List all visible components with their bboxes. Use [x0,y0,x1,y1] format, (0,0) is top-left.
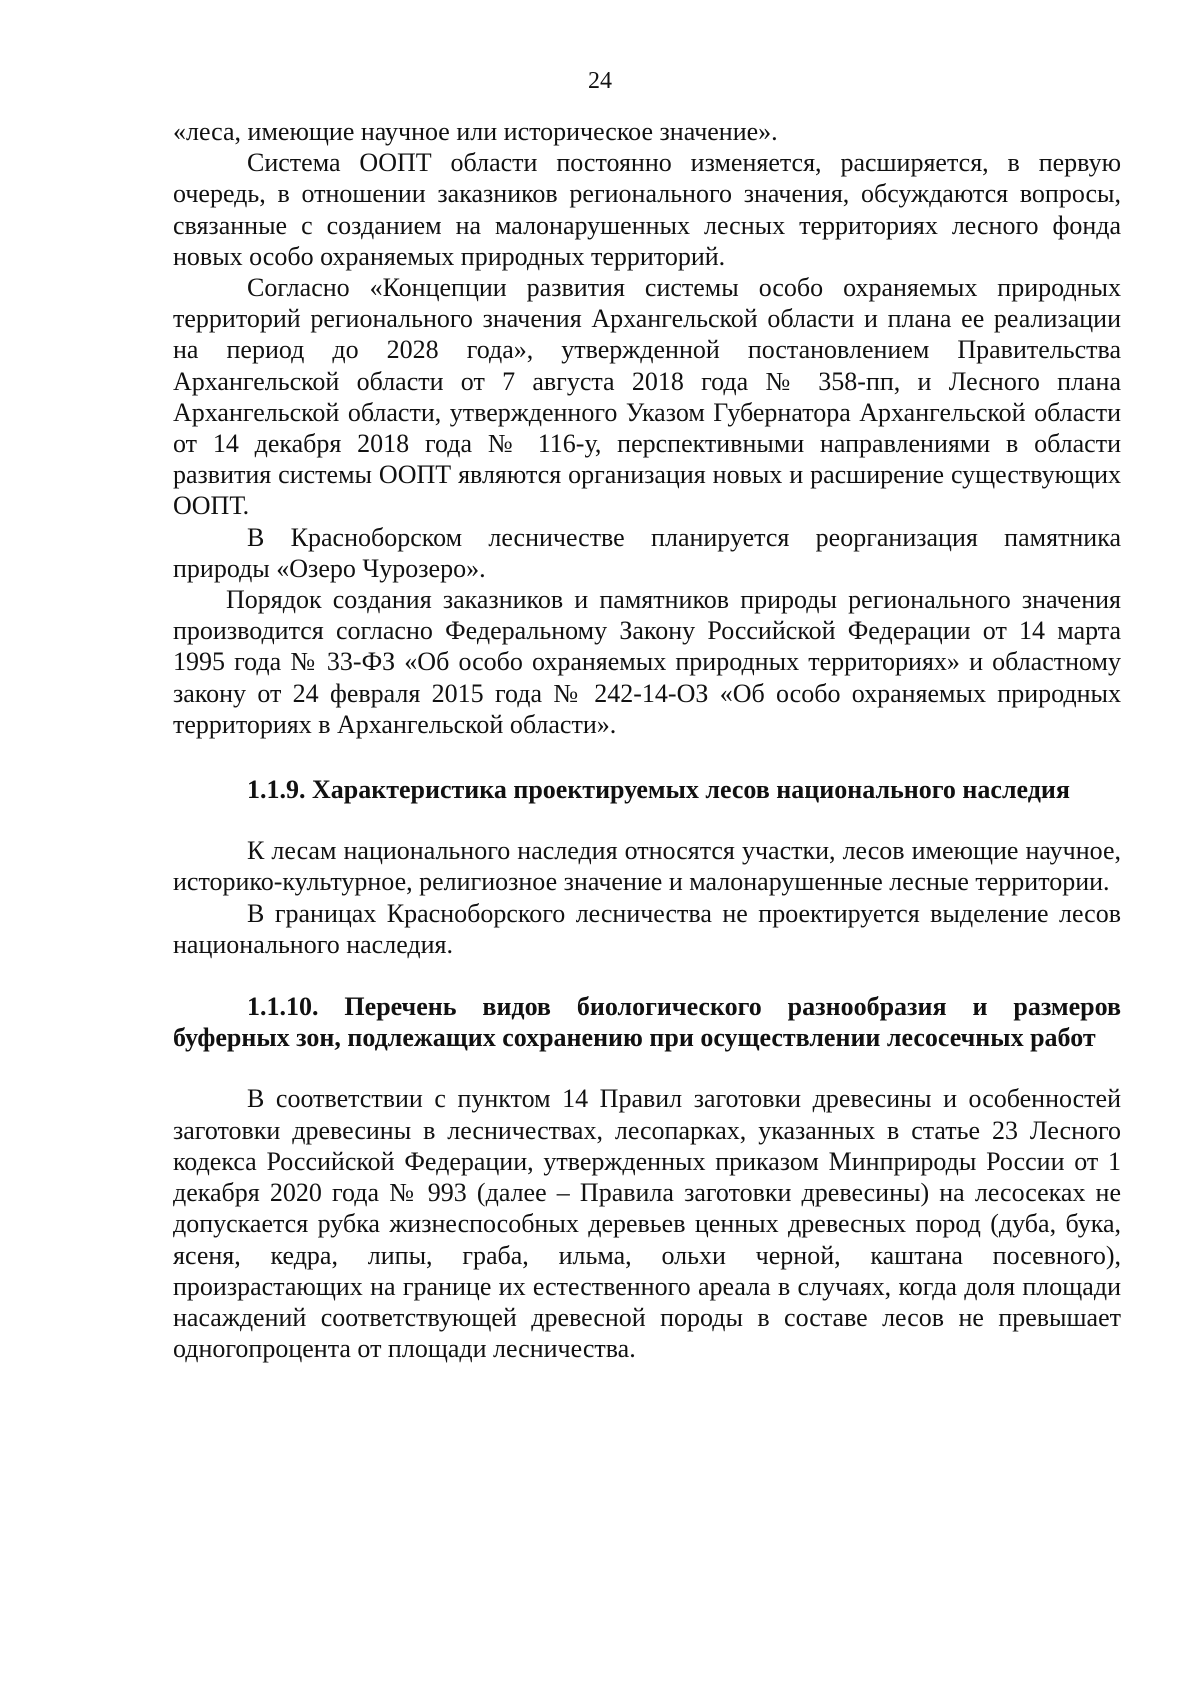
paragraph-continuation: «леса, имеющие научное или историческое значение». [173,117,778,146]
document-body [173,116,1121,1364]
page-number: 24 [588,68,612,94]
paragraph-concept: Согласно «Концепции развития системы особо охраняемых природных территорий регионального значения Архангельской области и плана ее реализации на период до 2028 года», утвержденной постановлением Правительства Архангельской области от 7 августа 2018 года № 358-пп, и Лесного плана Архангельской области, утвержденного Указом Губернатора Архангельской области от 14 декабря 2018 года № 116-у, перспективными направлениями в области развития системы ООПТ являются организация новых и расширение существующих ООПТ. [173,273,1121,521]
paragraph-national-heritage-krasnoborsk: В границах Красноборского лесничества не проектируется выделение лесов национального наследия. [173,898,1121,959]
paragraph-logging-rules: В соответствии с пунктом 14 Правил заготовки древесины и особенностей заготовки древесины в лесничествах, лесопарках, указанных в статье 23 Лесного кодекса Российской Федерации, утвержденных приказом Минприроды России от 1 декабря 2020 года № 993 (далее – Правила заготовки древесины) на лесосеках не допускается рубка жизнеспособных деревьев ценных древесных пород (дуба, бука, ясеня, кедра, липы, граба, ильма, ольхи черной, каштана посевного), произрастающих на границе их естественного ареала в случаях, когда доля площади насаждений соответствующей древесной породы в составе лесов не превышает одногопроцента от площади лесничества. [173,1084,1121,1364]
paragraph-national-heritage-definition: К лесам национального наследия относятся участки, лесов имеющие научное, историко-культурное, религиозное значение и малонарушенные лесные территории. [173,836,1121,897]
section-heading-1-1-10: 1.1.10. Перечень видов биологического разнообразия и размеров буферных зон, подлежащих сохранению при осуществлении лесосечных работ [173,992,1121,1053]
paragraph-krasnoborsk-reorganization: В Красноборском лесничестве планируется реорганизация памятника природы «Озеро Чурозеро». [173,522,1121,583]
paragraph-creation-procedure: Порядок создания заказников и памятников природы регионального значения производится согласно Федеральному Закону Российской Федерации от 14 марта 1995 года № 33-ФЗ «Об особо охраняемых природных территориях» и областному закону от 24 февраля 2015 года № 242-14-ОЗ «Об особо охраняемых природных территориях в Архангельской области». [173,585,1121,739]
section-heading-1-1-9: 1.1.9. Характеристика проектируемых лесов национального наследия [247,775,1070,805]
paragraph-oopt-system: Система ООПТ области постоянно изменяется, расширяется, в первую очередь, в отношении заказников регионального значения, обсуждаются вопросы, связанные с созданием на малонарушенных лесных территориях лесного фонда новых особо охраняемых природных территорий. [173,148,1121,271]
